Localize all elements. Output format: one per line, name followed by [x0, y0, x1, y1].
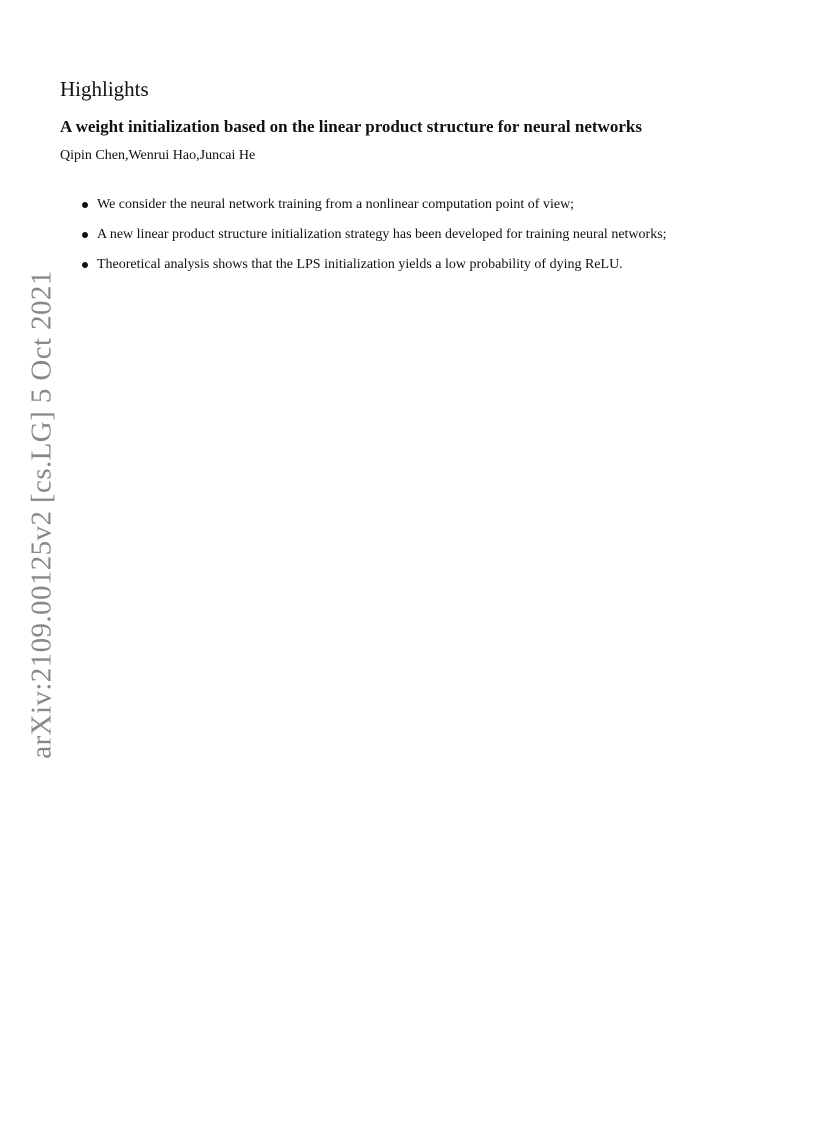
arxiv-side-stamp — [20, 258, 64, 770]
highlight-item — [82, 256, 782, 286]
highlight-text: We consider the neural network training from a nonlinear computation point of view; — [97, 197, 575, 212]
bullet-icon — [82, 232, 88, 238]
highlight-text: Theoretical analysis shows that the LPS initialization yields a low probability of dying ReLU. — [97, 257, 623, 272]
bullet-icon — [82, 202, 88, 208]
highlight-item — [82, 226, 782, 256]
highlight-text: A new linear product structure initialization strategy has been developed for training neural networks; — [97, 227, 667, 242]
paper-title: A weight initialization based on the linear product structure for neural networks — [60, 117, 642, 136]
author-list: Qipin Chen,Wenrui Hao,Juncai He — [60, 148, 256, 163]
arxiv-identifier: arXiv:2109.00125v2 [cs.LG] 5 Oct 2021 — [25, 269, 58, 759]
highlight-item — [82, 196, 782, 226]
highlights-heading: Highlights — [60, 77, 149, 101]
highlights-list — [82, 196, 782, 286]
bullet-icon — [82, 262, 88, 268]
